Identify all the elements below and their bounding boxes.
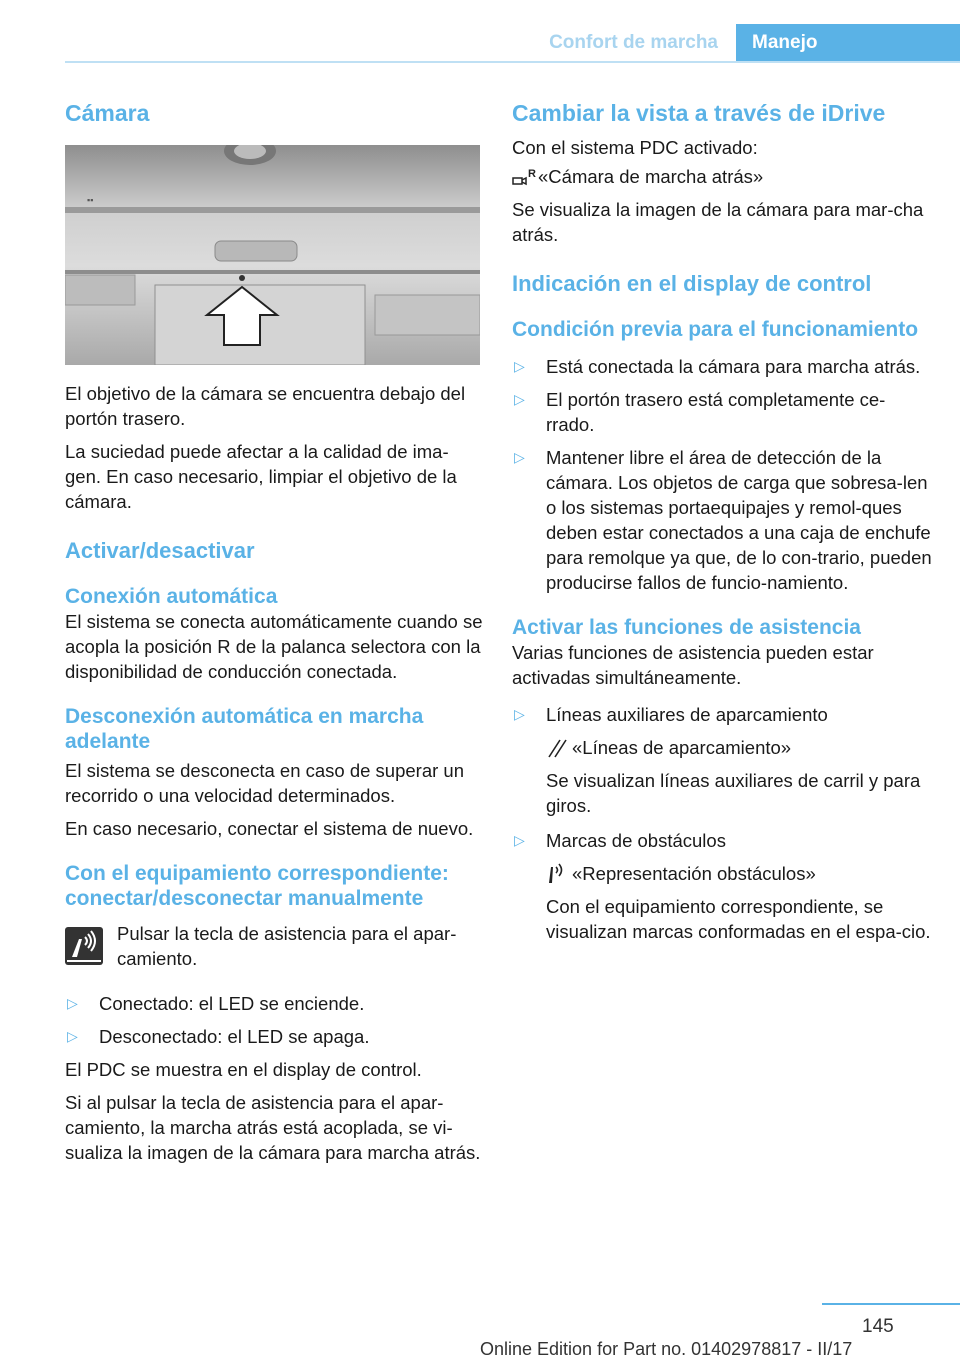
page-number: 145 [862, 1316, 894, 1337]
list-item: ▷ Está conectada la cámara para marcha atrás. [514, 356, 921, 377]
description-parking-lines: Se visualizan líneas auxiliares de carril y para giros. [546, 770, 921, 816]
rear-trunk-illustration [65, 145, 480, 365]
paragraph-camera-image: Se visualiza la imagen de la cámara para mar‐cha atrás. [512, 199, 924, 245]
paragraph-multiple-functions: Varias funciones de asistencia pueden estar activadas simultáneamente. [512, 642, 874, 688]
page-number-divider [822, 1303, 960, 1305]
list-item: ▷ Desconectado: el LED se apaga. [67, 1026, 370, 1047]
bullet-triangle-icon: ▷ [67, 995, 78, 1011]
right-column [512, 100, 932, 952]
assist-functions-list [512, 702, 932, 944]
heading-camara: Cámara [65, 100, 150, 126]
menu-label-obstacles: «Representación obstáculos» [572, 863, 816, 884]
pdc-button-icon [65, 927, 103, 965]
list-item: ▷ Conectado: el LED se enciende. [67, 993, 365, 1014]
paragraph-press-button: Pulsar la tecla de asistencia para el apar‐camiento. [117, 923, 457, 969]
led-status-list [65, 991, 483, 1049]
svg-text:R: R [528, 168, 536, 180]
list-item: ▷ Marcas de obstáculos «Representación obstáculos» Con el equipamiento correspondiente, se visualizan marcas conformadas en el espa‐cio. [514, 830, 931, 942]
paragraph-camera-location: El objetivo de la cámara se encuentra debajo del portón trasero. [65, 383, 466, 429]
menu-item-camera [512, 164, 932, 189]
header-section: Confort de marcha [549, 32, 718, 53]
heading-manual: Con el equipamiento correspondiente: conectar/desconectar manualmente [65, 862, 449, 910]
camera-view-icon [512, 166, 538, 188]
bullet-triangle-icon: ▷ [514, 449, 525, 465]
heading-asistencia: Activar las funciones de asistencia [512, 616, 861, 639]
camera-location-photo [65, 145, 480, 365]
bullet-triangle-icon: ▷ [514, 358, 525, 374]
header-chapter-tab: Manejo [736, 24, 960, 62]
obstacle-marks-icon [546, 863, 572, 885]
menu-item-parking-lines [546, 735, 932, 760]
heading-cambiar-vista: Cambiar la vista a través de iDrive [512, 100, 886, 126]
heading-indicacion: Indicación en el display de control [512, 271, 872, 296]
paragraph-pdc-display: El PDC se muestra en el display de control. [65, 1059, 422, 1080]
bullet-triangle-icon: ▷ [514, 832, 525, 848]
menu-label-parking-lines: «Líneas de aparcamiento» [572, 737, 792, 758]
heading-desconexion: Desconexión automática en marcha adelante [65, 705, 424, 753]
page-header [0, 24, 960, 62]
paragraph-reconnect: En caso necesario, conectar el sistema de nuevo. [65, 818, 474, 839]
pdc-button-instruction [65, 921, 483, 971]
heading-activar: Activar/desactivar [65, 538, 255, 563]
online-edition-note: Online Edition for Part no. 01402978817 - II/17 [480, 1339, 853, 1359]
heading-conexion: Conexión automática [65, 585, 278, 608]
bullet-triangle-icon: ▷ [514, 706, 525, 722]
parking-lines-icon [546, 737, 572, 759]
description-obstacles: Con el equipamiento correspondiente, se visualizan marcas conformadas en el espa‐cio. [546, 896, 931, 942]
menu-item-obstacles [546, 861, 932, 886]
left-column [65, 100, 483, 1165]
bullet-triangle-icon: ▷ [67, 1028, 78, 1044]
list-item: ▷ Mantener libre el área de detección de la cámara. Los objetos de carga que sobresa‐len o los sistemas portaequipajes y remol‐ques deben estar conectados a una caja de enchufe para remolque ya que, de lo con‐trario, pueden producirse fallos de funcio‐namiento. [514, 447, 932, 593]
paragraph-pdc-active: Con el sistema PDC activado: [512, 137, 758, 158]
list-item: ▷ El portón trasero está completamente ce‐rrado. [514, 389, 886, 435]
list-item: ▷ Líneas auxiliares de aparcamiento «Líneas de aparcamiento» Se visualizan líneas auxiliares de carril y para giros. [512, 702, 932, 818]
menu-label-camera: «Cámara de marcha atrás» [538, 166, 764, 187]
precondition-list [512, 354, 932, 595]
paragraph-dirt-warning: La suciedad puede afectar a la calidad de ima‐gen. En caso necesario, limpiar el objetivo de la cámara. [65, 441, 457, 512]
svg-text:▪▪: ▪▪ [87, 195, 94, 205]
header-divider [65, 61, 960, 63]
heading-condicion: Condición previa para el funcionamiento [512, 318, 919, 341]
paragraph-reverse-view: Si al pulsar la tecla de asistencia para el apar‐camiento, la marcha atrás está acoplada, se vi‐sualiza la imagen de la cámara para marcha atrás. [65, 1092, 481, 1163]
paragraph-auto-disconnect: El sistema se desconecta en caso de superar un recorrido o una velocidad determinados. [65, 760, 465, 806]
paragraph-auto-connect: El sistema se conecta automáticamente cuando se acopla la posición R de la palanca selectora con la disponibilidad de conducción conectada. [65, 611, 483, 682]
bullet-triangle-icon: ▷ [514, 391, 525, 407]
